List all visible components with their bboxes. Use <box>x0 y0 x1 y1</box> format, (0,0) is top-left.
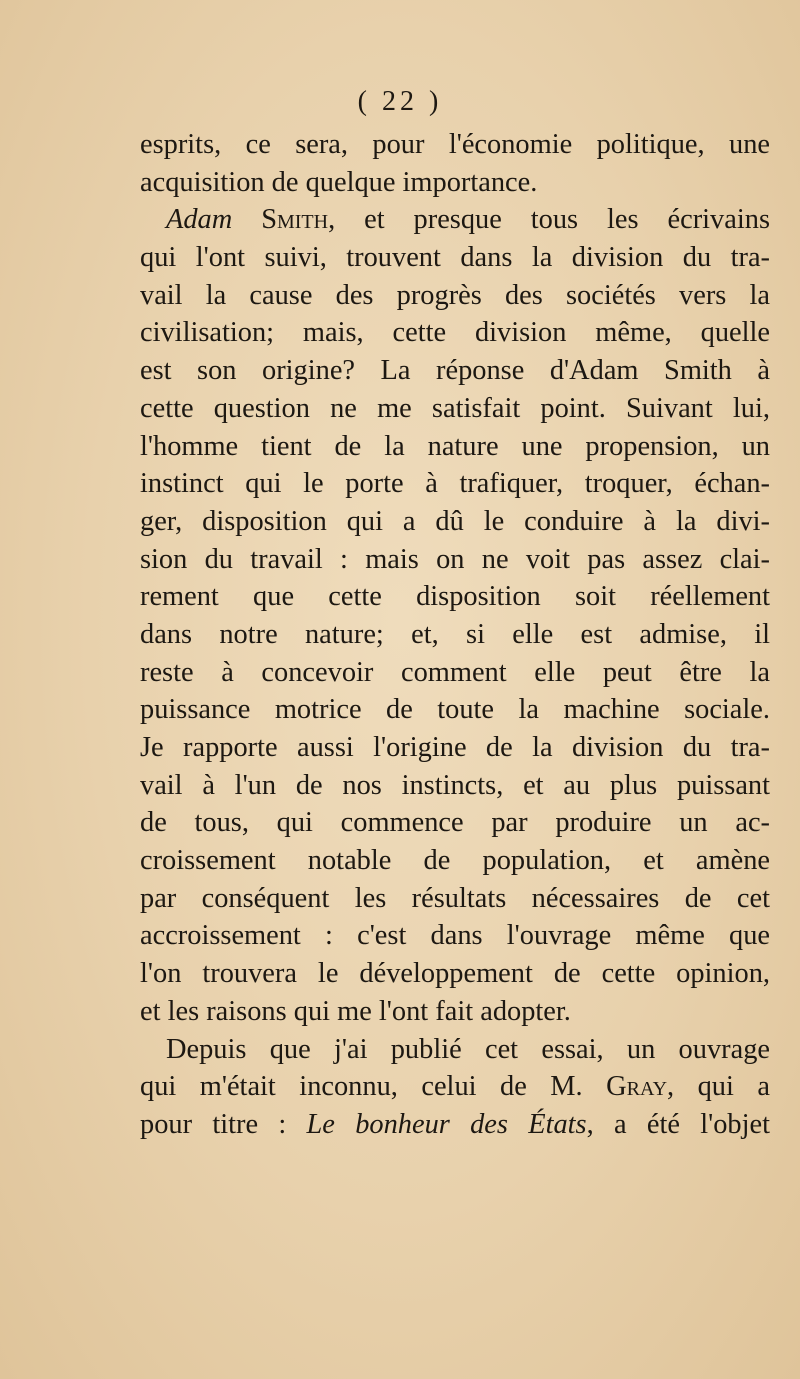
text-line: civilisation; mais, cette division même, quelle <box>140 317 770 349</box>
text-line: esprits, ce sera, pour l'économie politique, une <box>140 129 770 160</box>
text-line: Depuis que j'ai publié cet essai, un ouvrage <box>166 1033 770 1065</box>
line-fragment: qui m'était inconnu, celui de M. <box>140 1071 583 1103</box>
text-line: puissance motrice de toute la machine sociale. <box>140 694 770 726</box>
text-line: par conséquent les résultats nécessaires de cet <box>140 882 770 914</box>
text-line: Je rapporte aussi l'origine de la division du tra- <box>140 732 770 763</box>
text-line: instinct qui le porte à trafiquer, troquer, échan- <box>140 468 770 500</box>
text-line <box>140 201 770 239</box>
text-line: est son origine? La réponse d'Adam Smith à <box>140 355 770 387</box>
text-line: de tous, qui commence par produire un ac- <box>140 807 770 839</box>
line-fragment: pour titre : <box>140 1108 287 1140</box>
line-fragment: , a été l'objet <box>586 1108 770 1140</box>
text-line: acquisition de quelque importance. <box>140 166 538 198</box>
body-text <box>140 126 770 1144</box>
text-line: rement que cette disposition soit réellement <box>140 581 770 613</box>
text-line <box>140 1068 770 1106</box>
text-line: reste à concevoir comment elle peut être la <box>140 656 770 688</box>
text-line: et les raisons qui me l'ont fait adopter. <box>140 995 571 1027</box>
line-fragment: , et presque tous les écrivains <box>328 204 770 236</box>
author-name-adam: Adam <box>166 204 233 236</box>
line-fragment: , qui a <box>667 1071 770 1103</box>
text-line <box>140 1106 770 1144</box>
text-line: l'homme tient de la nature une propension, un <box>140 430 770 462</box>
text-line: croissement notable de population, et amène <box>140 845 770 877</box>
text-line: l'on trouvera le développement de cette opinion, <box>140 958 770 990</box>
text-line: vail la cause des progrès des sociétés vers la <box>140 279 770 311</box>
text-line: dans notre nature; et, si elle est admise, il <box>140 618 770 650</box>
book-title: Le bonheur des États <box>306 1108 587 1140</box>
text-line: vail à l'un de nos instincts, et au plus puissant <box>140 769 770 801</box>
text-line: qui l'ont suivi, trouvent dans la division du tra- <box>140 242 770 274</box>
author-name-gray: Gray <box>606 1071 668 1103</box>
text-line: ger, disposition qui a dû le conduire à la divi- <box>140 505 770 537</box>
text-line: sion du travail : mais on ne voit pas assez clai- <box>140 543 770 575</box>
text-line: cette question ne me satisfait point. Suivant lui, <box>140 392 770 424</box>
text-line: accroissement : c'est dans l'ouvrage même que <box>140 920 770 952</box>
author-name-smith: Smith <box>261 204 329 236</box>
page-number: ( 22 ) <box>357 86 443 117</box>
